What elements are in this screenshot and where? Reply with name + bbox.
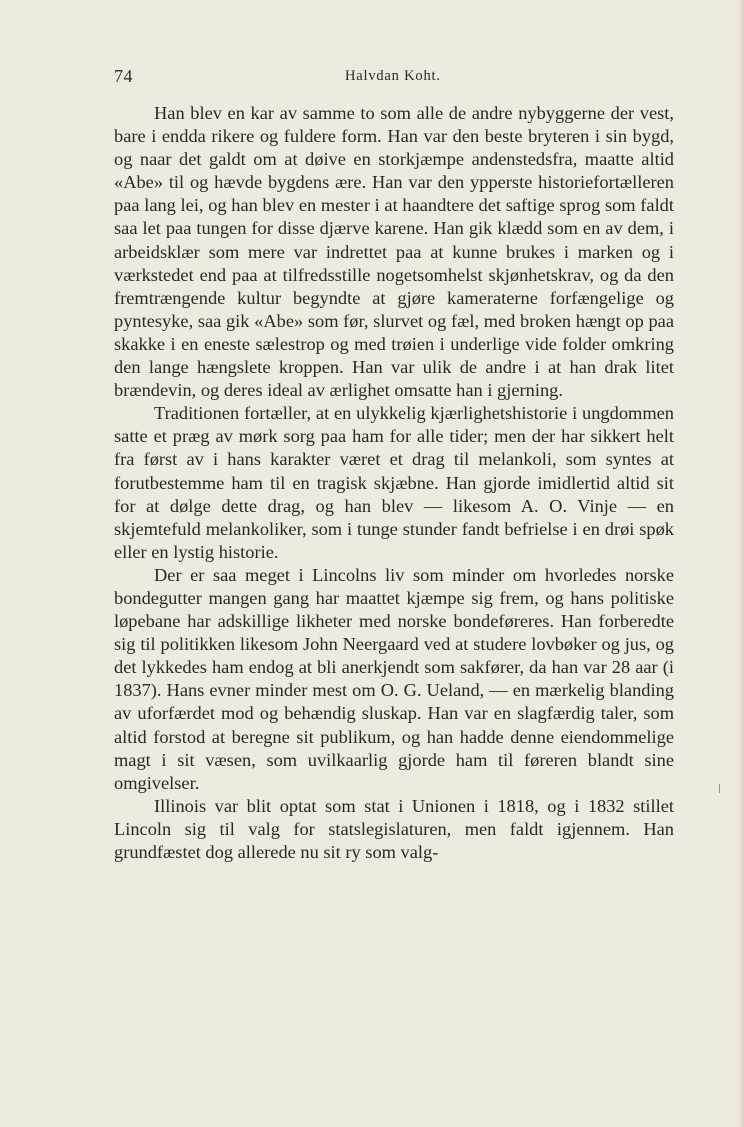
page-number: 74 — [114, 66, 133, 86]
running-head: Halvdan Koht. — [345, 68, 441, 84]
page-edge — [738, 0, 744, 1127]
paragraph: Traditionen fortæller, at en ulykkelig kjærlighetshistorie i ungdommen satte et præg av mørk sorg paa ham for alle tider; men der har sikkert helt fra først av i hans karakter været et drag til melankoli, som syntes at forutbestemme ham til en tragisk skjæbne. Han gjorde imidlertid altid sit for at dølge dette drag, og han blev — likesom A. O. Vinje — en skjemtefuld melankoliker, som i tunge stunder fandt befrielse i en drøi spøk eller en lystig historie. — [114, 403, 674, 562]
margin-mark — [719, 784, 720, 793]
page-header — [114, 66, 674, 88]
paragraph: Han blev en kar av samme to som alle de andre nybyggerne der vest, bare i endda rikere og fuldere form. Han var den beste bryteren i sin bygd, og naar det galdt om at døive en storkjæmpe andenstedsfra, maatte altid «Abe» til og hævde bygdens ære. Han var den ypperste historiefortælleren paa lang lei, og han blev en mester i at haandtere det saftige sprog som faldt saa let paa tungen for disse djærve karene. Han gik klædd som en av dem, i arbeidsklær som mere var indrettet paa at kunne brukes i marken og i værkstedet end paa at tilfredsstille nogetsomhelst skjønhetskrav, og da den fremtrængende kultur begyndte at gjøre kameraterne forfængelige og pyntesyke, saa gik «Abe» som før, slurvet og fæl, med broken hængt op paa skakke i en eneste sælestrop og med trøien i underlige vide folder omkring den lange hængslete kroppen. Han var ulik de andre i at han drak litet brændevin, og deres ideal av ærlighet omsatte han i gjerning. — [114, 103, 674, 401]
body-text — [114, 102, 674, 864]
paragraph: Illinois var blit optat som stat i Unionen i 1818, og i 1832 stillet Lincoln sig til valg for statslegislaturen, men faldt igjennem. Han grundfæstet dog allerede nu sit ry som valg- — [114, 795, 674, 862]
paragraph: Der er saa meget i Lincolns liv som minder om hvorledes norske bondegutter mangen gang har maattet kjæmpe sig frem, og hans politiske løpebane har adskillige likheter med norske bondeføreres. Han forberedte sig til politikken likesom John Neergaard ved at studere lovbøker og jus, og det lykkedes ham endog at bli anerkjendt som sakfører, da han var 28 aar (i 1837). Hans evner minder mest om O. G. Ueland, — en mærkelig blanding av uforfærdet mod og behændig sluskap. Han var en slagfærdig taler, som altid forstod at beregne sit publikum, og han hadde denne eiendommelige magt i sit væsen, som uvilkaarlig gjorde ham til føreren blandt sine omgivelser. — [114, 564, 674, 793]
